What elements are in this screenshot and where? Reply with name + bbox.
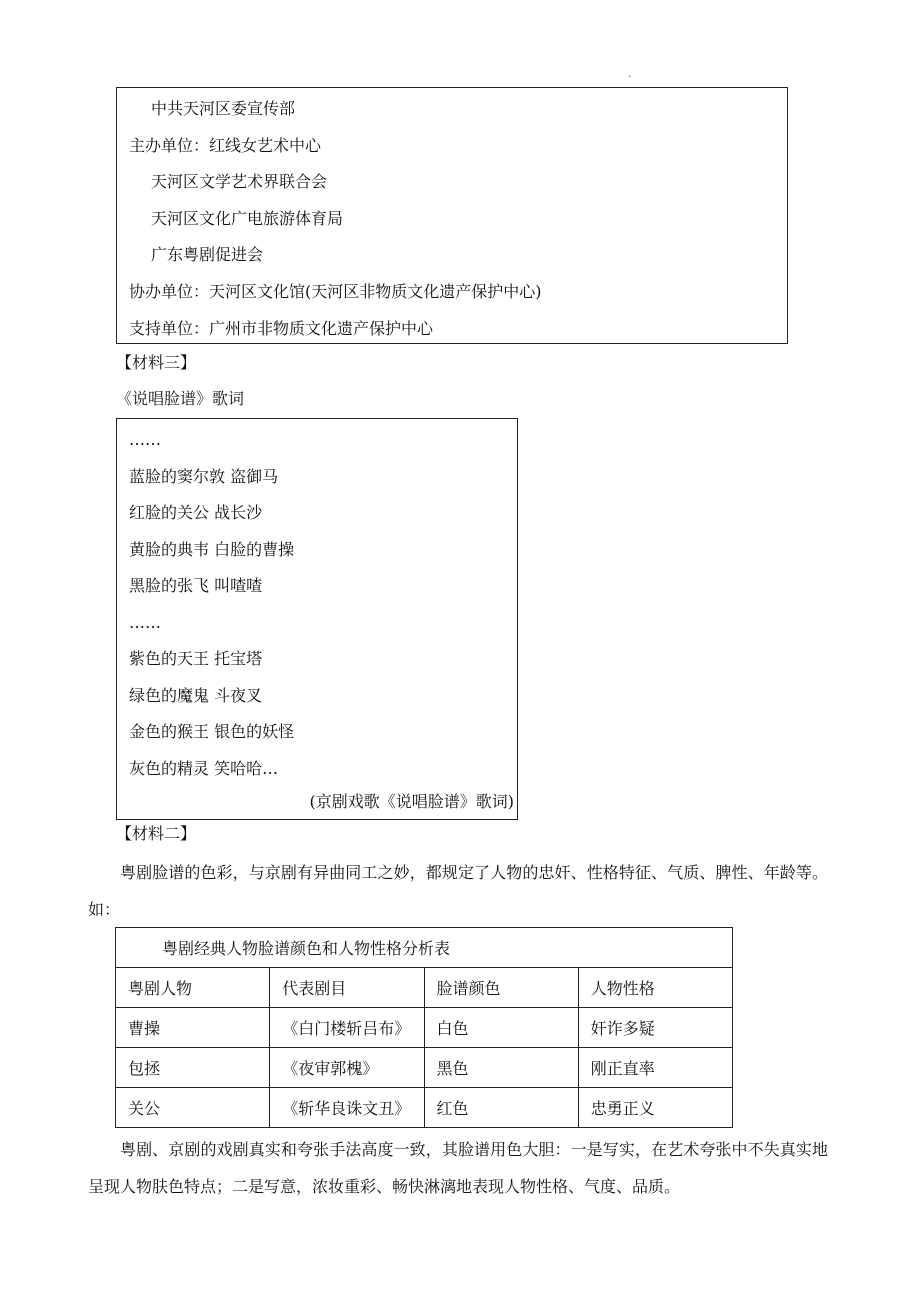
table-cell: 奸诈多疑	[578, 1008, 732, 1048]
top-dot-mark: .	[628, 69, 632, 80]
table-caption: 粤剧经典人物脸谱颜色和人物性格分析表	[116, 928, 733, 968]
table-header-cell: 人物性格	[578, 968, 732, 1008]
organizer-line: 中共天河区委宣传部	[151, 99, 296, 118]
table-row	[116, 1088, 733, 1128]
table-cell: 红色	[424, 1088, 578, 1128]
lyric-line: ……	[129, 612, 161, 632]
table-cell: 《白门楼斩吕布》	[270, 1008, 424, 1048]
organizers-box	[116, 87, 788, 344]
lyric-line: ……	[129, 430, 161, 449]
table-row	[116, 1008, 733, 1048]
table-cell: 包拯	[116, 1048, 270, 1088]
lyrics-box	[116, 418, 518, 820]
table-header-cell: 脸谱颜色	[424, 968, 578, 1008]
lyric-line: 黄脸的典韦 白脸的曹操	[129, 539, 295, 559]
table-row	[116, 1048, 733, 1088]
lyric-line: 灰色的精灵 笑哈哈…	[129, 758, 279, 778]
table-cell: 《斩华良诛文丑》	[270, 1088, 424, 1128]
table-cell: 忠勇正义	[578, 1088, 732, 1128]
table-header-cell: 粤剧人物	[116, 968, 270, 1008]
organizer-line: 广东粤剧促进会	[151, 245, 264, 265]
material3-heading: 【材料三】	[116, 353, 197, 372]
table-cell: 《夜审郭槐》	[270, 1048, 424, 1088]
table-cell: 白色	[424, 1008, 578, 1048]
lyric-line: 红脸的关公 战长沙	[129, 503, 263, 522]
lyric-line: 黑脸的张飞 叫喳喳	[129, 576, 263, 595]
lyrics-subtitle: 《说唱脸谱》歌词	[116, 389, 245, 408]
lyric-line: 蓝脸的窦尔敦 盗御马	[129, 466, 279, 486]
lyrics-source: (京剧戏歌《说唱脸谱》歌词)	[309, 792, 514, 811]
conclusion-paragraph: 粤剧、京剧的戏剧真实和夸张手法高度一致，其脸谱用色大胆：一是写实，在艺术夸张中不失真实地呈现人物肤色特点；二是写意，浓妆重彩、畅快淋漓地表现人物性格、气度、品质。	[88, 1140, 828, 1196]
material2-heading: 【材料二】	[116, 824, 197, 843]
lyric-line: 金色的猴王 银色的妖怪	[129, 722, 295, 741]
lyric-line: 绿色的魔鬼 斗夜叉	[129, 685, 263, 705]
organizer-line: 协办单位：天河区文化馆(天河区非物质文化遗产保护中心)	[129, 281, 542, 301]
table-cell: 刚正直率	[578, 1048, 732, 1088]
table-cell: 关公	[116, 1088, 270, 1128]
opera-mask-table	[115, 927, 733, 1128]
intro-paragraph: 粤剧脸谱的色彩，与京剧有异曲同工之妙，都规定了人物的忠奸、性格特征、气质、脾性、年龄等。如：	[88, 863, 828, 919]
table-header-cell: 代表剧目	[270, 968, 424, 1008]
organizer-line: 天河区文化广电旅游体育局	[151, 208, 344, 228]
table-cell: 黑色	[424, 1048, 578, 1088]
organizer-line: 支持单位：广州市非物质文化遗产保护中心	[129, 318, 434, 338]
organizer-line: 主办单位：红线女艺术中心	[129, 135, 322, 155]
table-cell: 曹操	[116, 1008, 270, 1048]
lyric-line: 紫色的天王 托宝塔	[129, 649, 263, 668]
table-header-row	[116, 968, 733, 1008]
organizer-line: 天河区文学艺术界联合会	[151, 172, 328, 192]
table-caption-row	[116, 928, 733, 968]
